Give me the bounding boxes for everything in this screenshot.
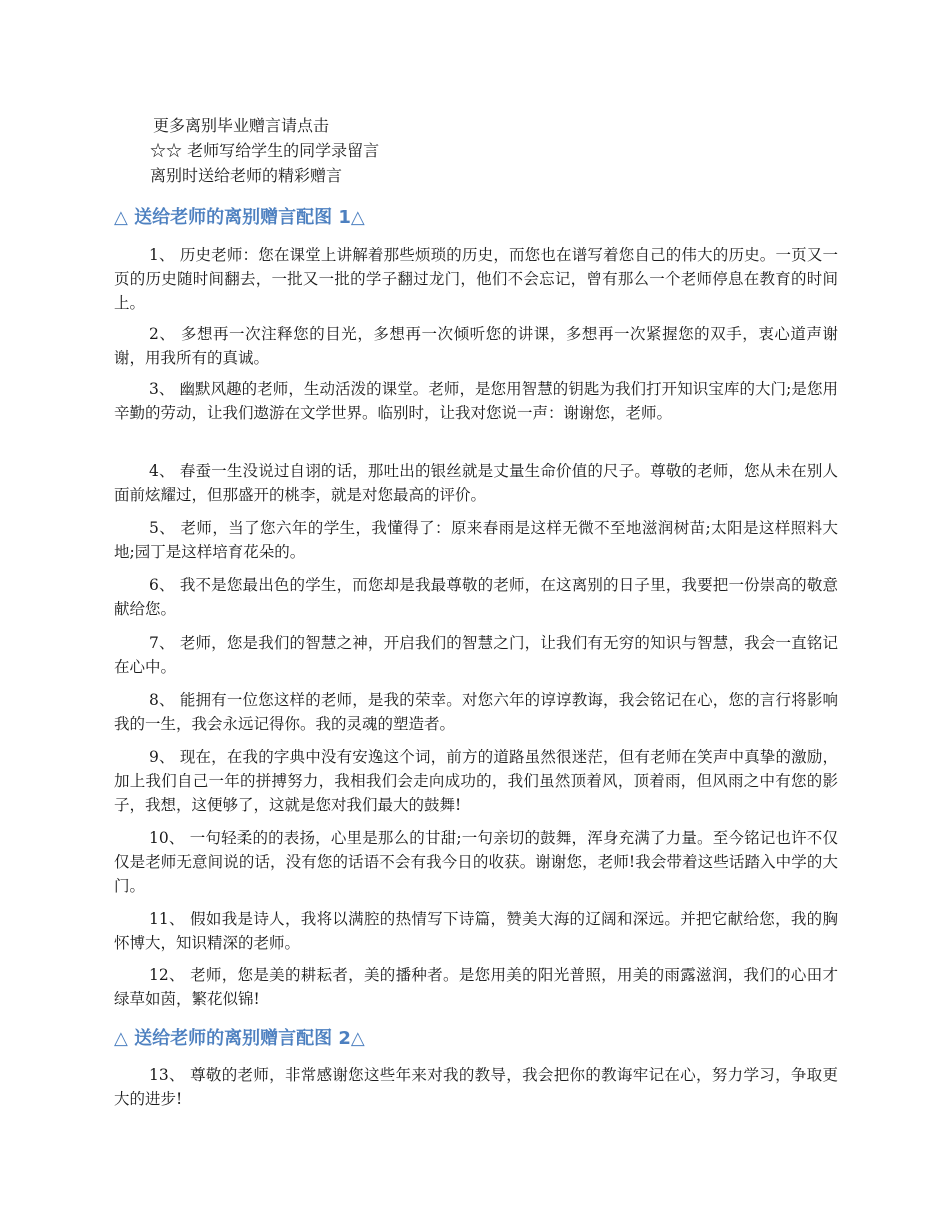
paragraph-6: 6、 我不是您最出色的学生，而您却是我最尊敬的老师，在这离别的日子里，我要把一份崇高的敬意献给您。 bbox=[114, 576, 838, 618]
paragraph-7: 7、 老师，您是我们的智慧之神，开启我们的智慧之门，让我们有无穷的知识与智慧，我会一直铭记在心中。 bbox=[114, 634, 838, 676]
link-teacher-to-student[interactable]: ☆☆ 老师写给学生的同学录留言 bbox=[150, 141, 380, 160]
paragraph-2: 2、 多想再一次注释您的目光，多想再一次倾听您的讲课，多想再一次紧握您的双手，衷心道声谢谢，用我所有的真诚。 bbox=[114, 325, 838, 367]
paragraph-4: 4、 春蚕一生没说过自诩的话，那吐出的银丝就是丈量生命价值的尺子。尊敬的老师，您从未在别人面前炫耀过，但那盛开的桃李，就是对您最高的评价。 bbox=[114, 462, 838, 504]
link-farewell-to-teacher[interactable]: 离别时送给老师的精彩赠言 bbox=[150, 166, 343, 185]
paragraph-8: 8、 能拥有一位您这样的老师，是我的荣幸。对您六年的谆谆教诲，我会铭记在心，您的言行将影响我的一生，我会永远记得你。我的灵魂的塑造者。 bbox=[114, 691, 838, 733]
paragraph-5: 5、 老师，当了您六年的学生，我懂得了：原来春雨是这样无微不至地滋润树苗;太阳是这样照料大地;园丁是这样培育花朵的。 bbox=[114, 519, 838, 561]
paragraph-9: 9、 现在，在我的字典中没有安逸这个词，前方的道路虽然很迷茫，但有老师在笑声中真挚的激励，加上我们自己一年的拼搏努力，我相我们会走向成功的，我们虽然顶着风，顶着雨，但风雨之中有您的影子，我想，这便够了，这就是您对我们最大的鼓舞! bbox=[114, 748, 838, 814]
paragraph-10: 10、 一句轻柔的的表扬，心里是那么的甘甜;一句亲切的鼓舞，浑身充满了力量。至今铭记也许不仅仅是老师无意间说的话，没有您的话语不会有我今日的收获。谢谢您，老师!我会带着这些话踏入中学的大门。 bbox=[114, 829, 838, 895]
paragraph-13: 13、 尊敬的老师，非常感谢您这些年来对我的教导，我会把你的教诲牢记在心，努力学习，争取更大的进步! bbox=[114, 1066, 838, 1108]
related-links bbox=[150, 113, 379, 188]
paragraph-1: 1、 历史老师：您在课堂上讲解着那些烦琐的历史，而您也在谱写着您自己的伟大的历史。一页又一页的历史随时间翻去，一批又一批的学子翻过龙门，他们不会忘记，曾有那么一个老师停息在教育的时间上。 bbox=[114, 246, 838, 312]
paragraph-3: 3、 幽默风趣的老师，生动活泼的课堂。老师，是您用智慧的钥匙为我们打开知识宝库的大门;是您用辛勤的劳动，让我们遨游在文学世界。临别时，让我对您说一声：谢谢您，老师。 bbox=[114, 380, 838, 422]
section-heading-2: △ 送给老师的离别赠言配图 2△ bbox=[114, 1028, 365, 1049]
paragraph-12: 12、 老师，您是美的耕耘者，美的播种者。是您用美的阳光普照，用美的雨露滋润，我们的心田才绿草如茵，繁花似锦! bbox=[114, 966, 838, 1008]
link-more-farewell[interactable]: 更多离别毕业赠言请点击 bbox=[153, 116, 330, 135]
section-heading-1: △ 送给老师的离别赠言配图 1△ bbox=[114, 207, 365, 228]
paragraph-11: 11、 假如我是诗人，我将以满腔的热情写下诗篇，赞美大海的辽阔和深远。并把它献给您，我的胸怀博大，知识精深的老师。 bbox=[114, 910, 838, 952]
